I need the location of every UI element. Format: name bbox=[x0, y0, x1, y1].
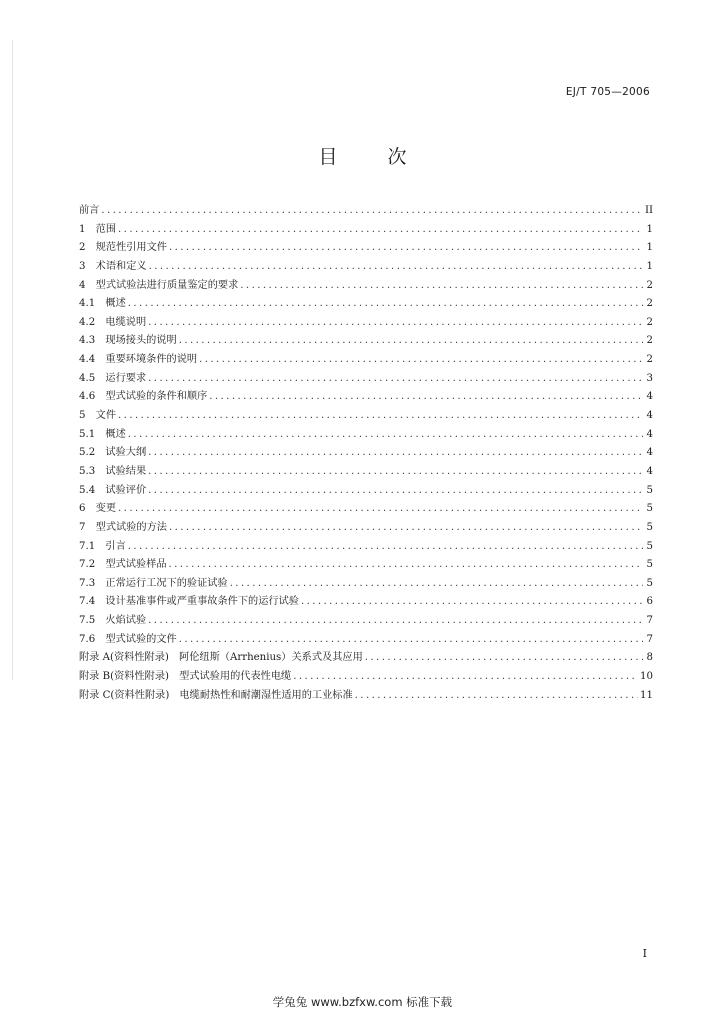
toc-entry[interactable] bbox=[79, 313, 653, 332]
toc-entry-label: 4.2 电缆说明 bbox=[79, 316, 147, 328]
toc-entry-label: 4.6 型式试验的条件和顺序 bbox=[79, 391, 208, 403]
toc-entry-page: 4 bbox=[646, 447, 653, 459]
toc-entry[interactable] bbox=[79, 630, 653, 649]
toc-entry[interactable] bbox=[79, 387, 653, 406]
toc-entry-label: 6 变更 bbox=[79, 503, 117, 515]
toc-entry[interactable] bbox=[79, 481, 653, 500]
toc-entry[interactable] bbox=[79, 555, 653, 574]
toc-entry-label: 4.4 重要环境条件的说明 bbox=[79, 354, 198, 366]
toc-entry[interactable] bbox=[79, 686, 653, 705]
toc-entry-label: 7.5 火焰试验 bbox=[79, 615, 147, 627]
toc-entry[interactable] bbox=[79, 276, 653, 295]
toc-entry-label: 5.1 概述 bbox=[79, 428, 126, 440]
toc-entry[interactable] bbox=[79, 220, 653, 239]
toc-entry[interactable] bbox=[79, 294, 653, 313]
toc-entry-page: 5 bbox=[646, 540, 653, 552]
toc-dot-leader bbox=[148, 317, 643, 328]
toc-dot-leader bbox=[230, 578, 643, 589]
toc-entry-label: 4.5 运行要求 bbox=[79, 372, 147, 384]
scan-edge-line bbox=[12, 40, 13, 680]
toc-entry-label: 3 术语和定义 bbox=[79, 260, 147, 272]
toc-entry[interactable] bbox=[79, 667, 653, 686]
toc-entry-page: 1 bbox=[646, 223, 653, 235]
toc-dot-leader bbox=[355, 690, 638, 701]
toc-entry-label: 7.1 引言 bbox=[79, 540, 126, 552]
toc-dot-leader bbox=[209, 391, 643, 402]
toc-entry-label: 5.4 试验评价 bbox=[79, 484, 147, 496]
toc-dot-leader bbox=[148, 615, 643, 626]
toc-entry-page: 2 bbox=[646, 298, 653, 310]
toc-entry-page: 1 bbox=[646, 260, 653, 272]
toc-dot-leader bbox=[128, 298, 643, 309]
toc-entry[interactable] bbox=[79, 350, 653, 369]
toc-entry-page: 1 bbox=[646, 242, 653, 254]
toc-dot-leader bbox=[148, 466, 643, 477]
toc-entry-label: 5.2 试验大纲 bbox=[79, 447, 147, 459]
toc-entry-page: 2 bbox=[646, 316, 653, 328]
toc-entry-page: 5 bbox=[646, 521, 653, 533]
page-title: 目 次 bbox=[318, 146, 429, 168]
toc-entry-label: 7.4 设计基准事件或严重事故条件下的运行试验 bbox=[79, 596, 299, 608]
toc-entry-label: 4 型式试验法进行质量鉴定的要求 bbox=[79, 279, 239, 291]
toc-dot-leader bbox=[365, 652, 643, 663]
toc-dot-leader bbox=[179, 335, 643, 346]
toc-dot-leader bbox=[169, 559, 643, 570]
toc-entry-page: 3 bbox=[646, 372, 653, 384]
toc-entry[interactable] bbox=[79, 369, 653, 388]
toc-entry[interactable] bbox=[79, 537, 653, 556]
toc-entry-label: 前言 bbox=[79, 205, 100, 216]
toc-entry-page: 4 bbox=[646, 410, 653, 422]
toc-entry-page: 11 bbox=[640, 689, 653, 701]
toc-entry-label: 7.2 型式试验样品 bbox=[79, 559, 167, 571]
toc-entry-label: 4.1 概述 bbox=[79, 298, 126, 310]
toc-entry-label: 1 范围 bbox=[79, 223, 117, 235]
toc-entry-label: 7.3 正常运行工况下的验证试验 bbox=[79, 577, 228, 589]
toc-entry-page: 4 bbox=[646, 428, 653, 440]
toc-entry-page: 4 bbox=[646, 391, 653, 403]
toc-dot-leader bbox=[101, 205, 643, 216]
toc-dot-leader bbox=[240, 280, 643, 291]
toc-entry-page: 7 bbox=[646, 615, 653, 627]
toc-dot-leader bbox=[169, 242, 643, 253]
toc-entry-page: 5 bbox=[646, 484, 653, 496]
toc-dot-leader bbox=[179, 634, 643, 645]
toc-entry[interactable] bbox=[79, 257, 653, 276]
toc-dot-leader bbox=[301, 596, 643, 607]
watermark-text: 学兔兔 www.bzfxw.com 标准下载 bbox=[272, 995, 453, 1009]
toc-entry[interactable] bbox=[79, 238, 653, 257]
toc-dot-leader bbox=[149, 261, 643, 272]
toc-entry[interactable] bbox=[79, 201, 653, 220]
toc-entry-page: 8 bbox=[646, 652, 653, 664]
toc-entry-label: 7 型式试验的方法 bbox=[79, 521, 167, 533]
toc-entry-page: II bbox=[644, 205, 653, 216]
page-number: I bbox=[642, 947, 647, 960]
toc-entry[interactable] bbox=[79, 331, 653, 350]
toc-entry-label: 5.3 试验结果 bbox=[79, 465, 147, 477]
toc-entry[interactable] bbox=[79, 499, 653, 518]
toc-entry-page: 5 bbox=[646, 503, 653, 515]
toc-entry-label: 附录 C(资料性附录) 电缆耐热性和耐潮湿性适用的工业标准 bbox=[79, 689, 353, 701]
toc-entry[interactable] bbox=[79, 648, 653, 667]
toc-entry[interactable] bbox=[79, 462, 653, 481]
toc-dot-leader bbox=[118, 224, 643, 235]
toc-entry[interactable] bbox=[79, 574, 653, 593]
toc-entry-page: 7 bbox=[646, 633, 653, 645]
toc-entry-page: 4 bbox=[646, 465, 653, 477]
toc-entry-label: 附录 A(资料性附录) 阿伦纽斯（Arrhenius）关系式及其应用 bbox=[79, 652, 363, 664]
toc-entry-label: 2 规范性引用文件 bbox=[79, 242, 167, 254]
toc-entry-page: 6 bbox=[646, 596, 653, 608]
toc-entry-label: 7.6 型式试验的文件 bbox=[79, 633, 177, 645]
toc-entry-page: 2 bbox=[646, 279, 653, 291]
toc-dot-leader bbox=[128, 541, 643, 552]
toc-dot-leader bbox=[128, 429, 643, 440]
table-of-contents bbox=[79, 201, 653, 704]
toc-entry-page: 2 bbox=[646, 335, 653, 347]
toc-entry-label: 5 文件 bbox=[79, 410, 117, 422]
toc-entry-page: 5 bbox=[646, 559, 653, 571]
toc-dot-leader bbox=[118, 410, 643, 421]
toc-dot-leader bbox=[148, 485, 643, 496]
toc-entry[interactable] bbox=[79, 443, 653, 462]
toc-entry[interactable] bbox=[79, 425, 653, 444]
toc-dot-leader bbox=[293, 671, 638, 682]
toc-entry[interactable] bbox=[79, 518, 653, 537]
toc-dot-leader bbox=[169, 522, 643, 533]
toc-entry[interactable] bbox=[79, 592, 653, 611]
toc-dot-leader bbox=[118, 503, 643, 514]
toc-entry-page: 5 bbox=[646, 577, 653, 589]
toc-entry[interactable] bbox=[79, 406, 653, 425]
toc-entry-page: 10 bbox=[640, 671, 653, 683]
document-code: EJ/T 705—2006 bbox=[565, 86, 650, 98]
toc-dot-leader bbox=[148, 447, 643, 458]
toc-entry-page: 2 bbox=[646, 354, 653, 366]
toc-entry-label: 附录 B(资料性附录) 型式试验用的代表性电缆 bbox=[79, 671, 292, 683]
toc-entry-label: 4.3 现场接头的说明 bbox=[79, 335, 177, 347]
toc-entry[interactable] bbox=[79, 611, 653, 630]
toc-dot-leader bbox=[148, 373, 643, 384]
toc-dot-leader bbox=[199, 354, 643, 365]
